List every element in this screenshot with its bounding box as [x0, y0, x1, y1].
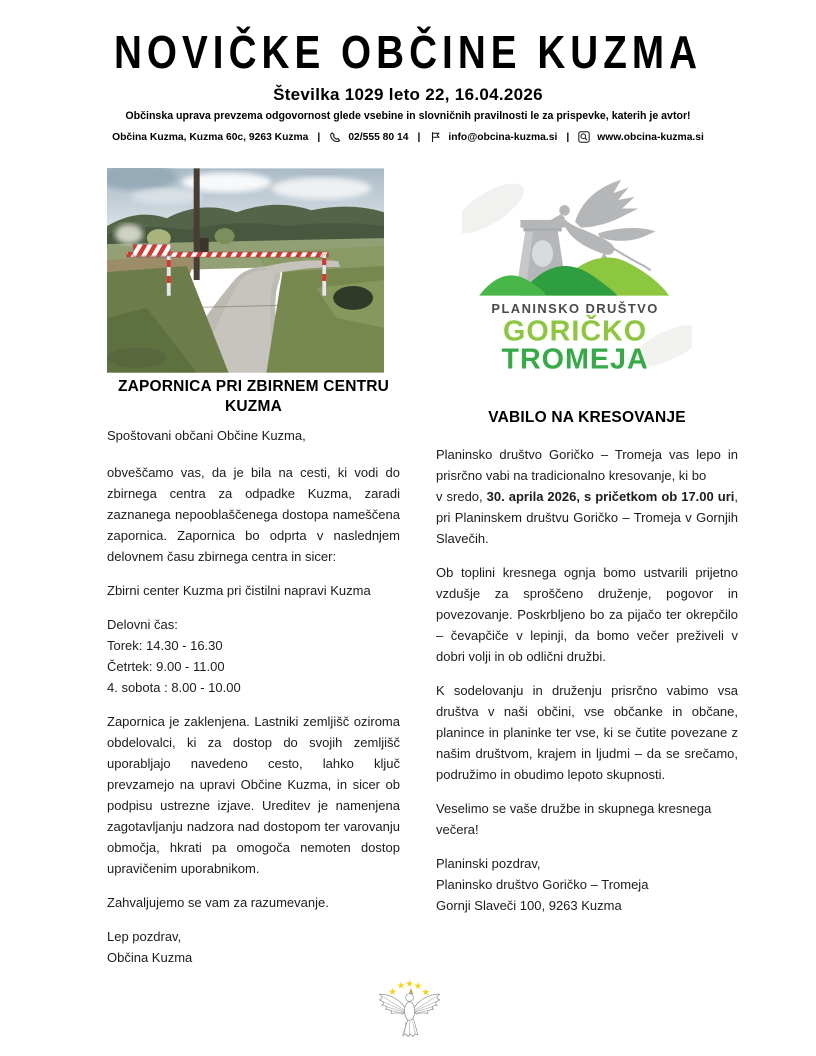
contact-email: info@obcina-kuzma.si	[448, 131, 558, 143]
signoff-line: Gornji Slaveči 100, 9263 Kuzma	[436, 898, 622, 913]
pd-logo-line2: GORIČKO	[503, 315, 648, 348]
separator: |	[417, 131, 421, 143]
thanks-line: Zahvaljujemo se vam za razumevanje.	[107, 895, 329, 910]
greeting-line: Spoštovani občani Občine Kuzma,	[107, 428, 306, 443]
hours-row: Torek: 14.30 - 16.30	[107, 638, 223, 653]
dove-icon	[379, 989, 439, 1037]
phone-receiver-icon	[329, 131, 341, 143]
signoff-block	[107, 926, 400, 968]
signoff-line: Lep pozdrav,	[107, 929, 182, 944]
article-title-kresovanje: VABILO NA KRESOVANJE	[488, 409, 686, 426]
paragraph: Planinsko društvo Goričko – Tromeja vas lepo in prisrčno vabi na tradicionalno kresovanje, ki bo v sredo, 30. aprila 2026, s pričetkom ob 17.00 uri, pri Planinskem društvu Goričko – Tromeja v Gornjih Slavečih.	[436, 447, 738, 546]
road-barrier-photo	[107, 168, 384, 373]
hours-row: Četrtek: 9.00 - 11.00	[107, 659, 225, 674]
contact-address: Občina Kuzma, Kuzma 60c, 9263 Kuzma	[112, 131, 309, 143]
contact-phone: 02/555 80 14	[348, 131, 409, 143]
collection-center-line: Zbirni center Kuzma pri čistilni napravi Kuzma	[107, 583, 371, 598]
article-kresovanje	[436, 168, 738, 968]
article-zapornica	[107, 168, 400, 968]
pd-logo-line3: TROMEJA	[501, 343, 649, 376]
paragraph: Zapornica je zaklenjena. Lastniki zemljišč oziroma obdelovalci, ki za dostop do svojih zemljišč uporabljajo navedeno cesto, lahko ključ prevzamejo na upravi Občine Kuzma, in sicer ob podpisu ustrezne izjave. Ureditev je namenjena zagotavljanju nadzora nad dostopom ter varovanju območja, hkrati pa omogoča nemoten dostop upravičenim uporabnikom.	[107, 714, 400, 876]
issue-line: Številka 1029 leto 22, 16.04.2026	[273, 85, 543, 104]
event-date-bold: 30. aprila 2026, s pričetkom ob 17.00 uri	[486, 489, 735, 504]
disclaimer-line: Občinska uprava prevzema odgovornost glede vsebine in slovničnih pravilnosti le za prispevke, katerih je avtor!	[125, 110, 691, 122]
articles-row	[107, 168, 816, 968]
signoff-line: Planinsko društvo Goričko – Tromeja	[436, 877, 649, 892]
paragraph: K sodelovanju in druženju prisrčno vabimo vsa društva v naši občini, vse občanke in občane, planince in planinke ter vse, ki se čutite povezane z našim društvom, krajem in ljudmi – da se srečamo, podružimo in obudimo lepoto skupnosti.	[436, 683, 738, 782]
search-icon	[578, 131, 590, 143]
stars-arc	[389, 980, 430, 995]
paragraph: obveščamo vas, da je bila na cesti, ki vodi do zbirnega centra za odpadke Kuzma, zaradi zaznanega nepooblaščenega dostopa nameščena zapornica. Zapornica bo odprta v naslednjem delovnem času zbirnega centra in sicer:	[107, 465, 400, 564]
contact-website: www.obcina-kuzma.si	[597, 131, 704, 143]
closing-line: Veselimo se vaše družbe in skupnega kresnega večera!	[436, 801, 712, 837]
page-title: NOVIČKE OBČINE KUZMA	[113, 26, 703, 78]
signoff-line: Občina Kuzma	[107, 950, 193, 965]
mail-flag-icon	[429, 131, 441, 143]
opening-hours	[107, 614, 400, 698]
municipality-dove-logo	[0, 974, 816, 1047]
planinsko-drustvo-logo	[462, 168, 692, 386]
newsletter-header	[0, 0, 816, 143]
pd-logo-line1: PLANINSKO DRUŠTVO	[491, 300, 659, 316]
article-title-zapornica: ZAPORNICA PRI ZBIRNEM CENTRU KUZMA	[117, 378, 390, 415]
separator: |	[317, 131, 321, 143]
paragraph: Ob toplini kresnega ognja bomo ustvarili prijetno vzdušje za sproščeno druženje, pogovor in povezovanje. Poskrbljeno bo za pijačo ter okrepčilo – čevapčiče v lepinji, da bomo večer preživeli v dobri volji in ob odlični družbi.	[436, 565, 738, 664]
signoff-line: Planinski pozdrav,	[436, 856, 541, 871]
contact-line	[0, 131, 816, 143]
signoff-block	[436, 853, 738, 916]
separator: |	[566, 131, 570, 143]
hours-row: 4. sobota : 8.00 - 10.00	[107, 680, 241, 695]
hours-label: Delovni čas:	[107, 617, 178, 632]
